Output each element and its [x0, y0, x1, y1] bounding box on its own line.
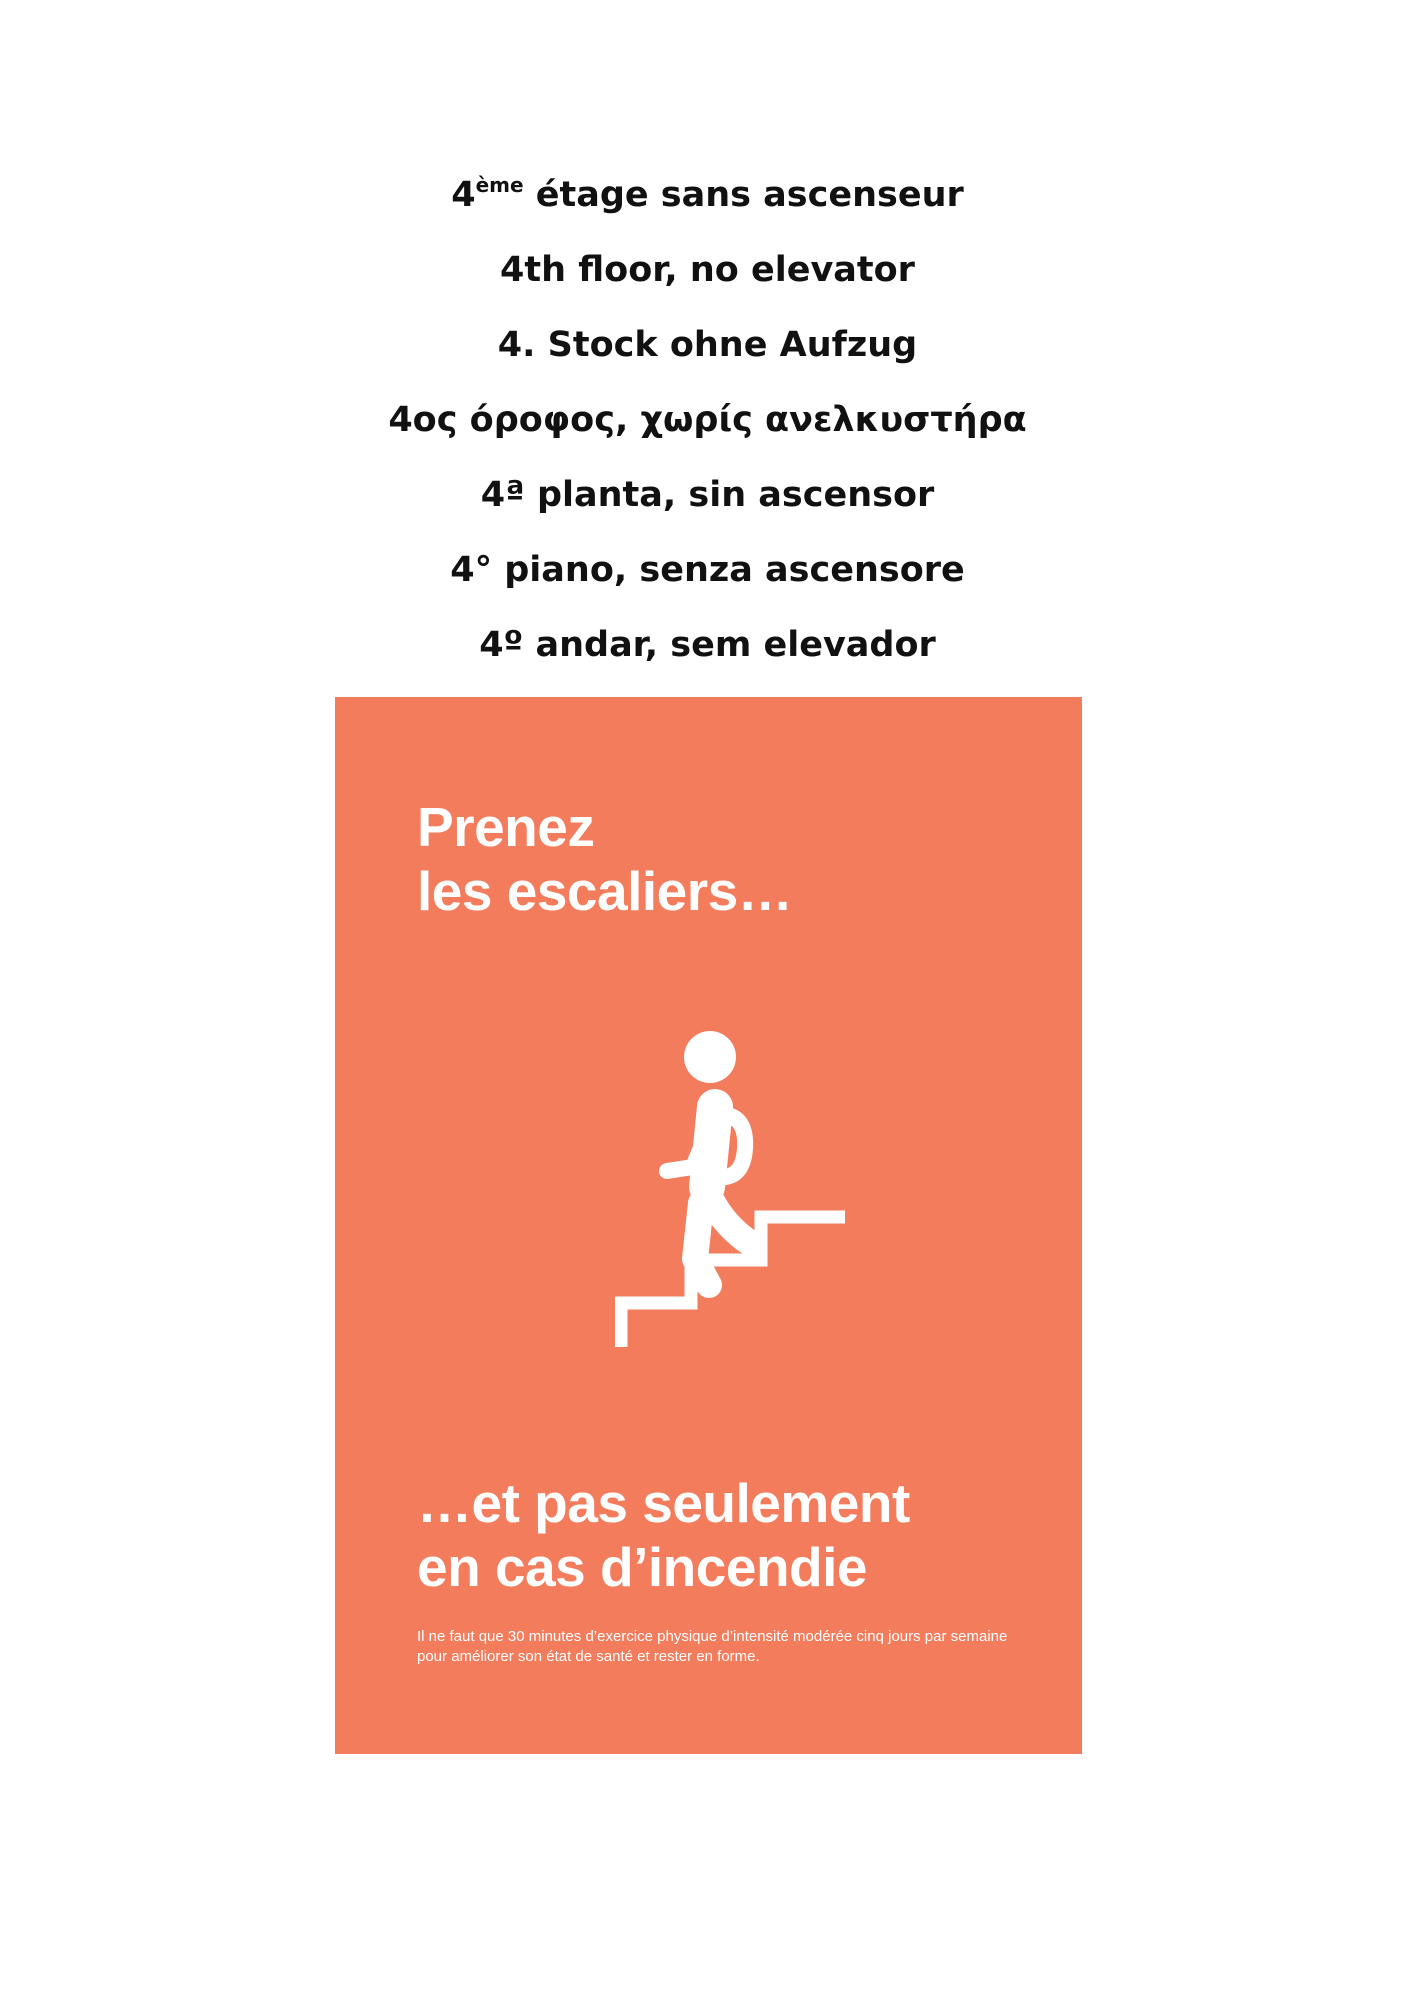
- poster-headline-top: [417, 795, 792, 923]
- notice-line-english: 4th floor, no elevator: [500, 250, 915, 290]
- headline-top-line-2: les escaliers…: [417, 860, 793, 922]
- notice-line-german: 4. Stock ohne Aufzug: [497, 325, 918, 365]
- notice-line-portuguese: 4º andar, sem elevador: [479, 625, 936, 665]
- headline-bottom-line-1: …et pas seulement: [417, 1472, 910, 1534]
- notice-line-italian: 4° piano, senza ascensore: [450, 550, 965, 590]
- poster-footnote: Il ne faut que 30 minutes d’exercice physique d’intensité modérée cinq jours par semaine pour améliorer son état de santé et rester en forme.: [417, 1628, 1008, 1665]
- stairs-poster: [335, 697, 1082, 1754]
- headline-bottom-line-2: en cas d’incendie: [417, 1536, 868, 1598]
- notice-line-spanish: 4ª planta, sin ascensor: [480, 475, 935, 515]
- poster-headline-bottom: [417, 1471, 910, 1599]
- headline-top-line-1: Prenez: [417, 796, 595, 858]
- notice-line-greek: 4ος όροφος, χωρίς ανελκυστήρα: [388, 400, 1027, 440]
- person-climbing-stairs-icon: [615, 1027, 855, 1347]
- notice-line-french: 4ème étage sans ascenseur: [451, 173, 964, 215]
